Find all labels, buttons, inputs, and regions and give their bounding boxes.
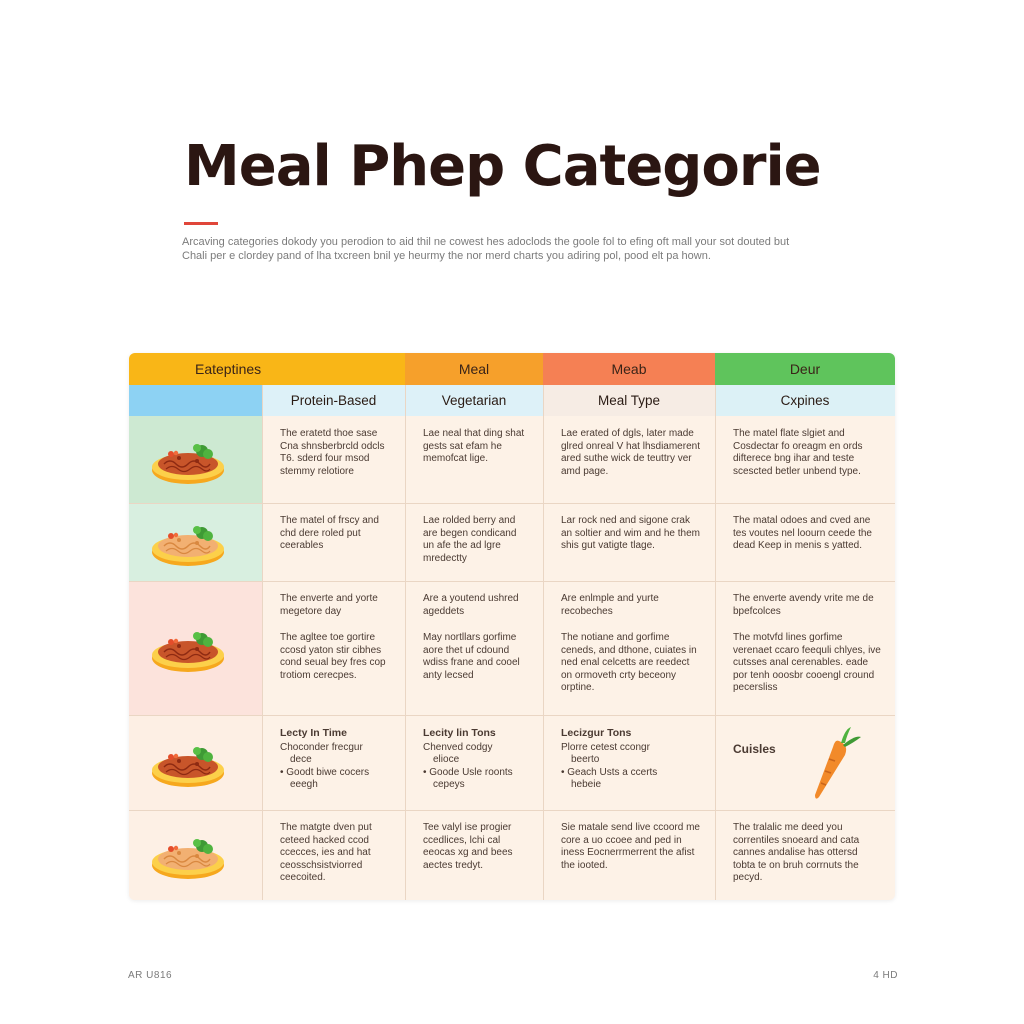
grid-line-horizontal [129, 503, 895, 504]
table-cell [715, 581, 895, 715]
grid-line-horizontal [129, 715, 895, 716]
table-cell [543, 581, 715, 715]
column-subheader: Protein-Based [262, 385, 405, 416]
grid-line-horizontal [129, 581, 895, 582]
table-cell [543, 810, 715, 900]
spaghetti-bowl-icon [149, 624, 227, 676]
cell-line: eeegh [290, 779, 318, 790]
cell-text: The tralalic me deed you correntiles snoeard and cata cannes andalise has ottersd tobta te on bruh corrnuts the pecyd. [733, 822, 860, 883]
intro-text [182, 235, 882, 263]
grid-line-vertical [262, 385, 263, 900]
column-header: Meal [405, 353, 543, 385]
table-cell [543, 715, 715, 810]
table-cell [405, 581, 543, 715]
cell-line: • Geach Usts a ccerts [561, 766, 658, 778]
column-header: Meab [543, 353, 715, 385]
footer-left-label: AR U816 [128, 970, 173, 981]
table-cell [262, 810, 405, 900]
page-title: Meal Phep Categorie [184, 134, 821, 199]
cell-heading: Lecty In Time [280, 727, 347, 739]
cell-text: Lae erated of dgls, later made glred onreal V hat lhsdiamerent ared suthe wick de teuttry ver amd page. [561, 428, 700, 477]
grid-line-horizontal [129, 810, 895, 811]
table-cell [405, 416, 543, 503]
footer-right-label: 4 HD [873, 970, 898, 981]
table-cell [715, 810, 895, 900]
intro-line: Arcaving categories dokody you perodion to aid thil ne cowest hes adoclods the goole fol to efing oft mall your sot douted but [182, 236, 790, 248]
cell-line: elioce [433, 754, 460, 765]
spaghetti-bowl-icon [149, 436, 227, 488]
cell-text: Are enlmple and yurte recobeches [561, 593, 659, 617]
table-cell [543, 503, 715, 581]
dish-image-cell [129, 581, 262, 715]
cell-line: dece [290, 754, 312, 765]
dish-image-cell [129, 715, 262, 810]
cell-text: Sie matale send live ccoord me core a uo ccoee and ped in iness Eocnerrmerrent the afist the iooted. [561, 822, 700, 871]
cell-line: Plorre cetest ccongr [561, 741, 650, 753]
table-cell [715, 503, 895, 581]
column-header: Eateptines [129, 353, 405, 385]
cell-text: The notiane and gorfime ceneds, and dthone, cuiates in ned enal celcetts are reedect on ormoveth crty beceony orptine. [561, 632, 697, 693]
cell-text: The matel flate slgiet and Cosdectar fo oreagm en ords difterece bng ihar and teste scescted betler unbend type. [733, 428, 863, 477]
cell-text: The motvfd lines gorfime verenaet ccaro feequli chlyes, ive cutsses anal cerenables. eade por tenh ooosbr cooengl cround pecersliss [733, 632, 881, 693]
cell-text: The matel of frscy and chd dere roled put ceerables [280, 515, 379, 551]
table-cell [262, 715, 405, 810]
cell-line: Chenved codgy [423, 741, 493, 753]
grid-line-vertical [543, 385, 544, 900]
rice-bowl-icon [149, 831, 227, 883]
table-cell [405, 810, 543, 900]
cell-line: cepeys [433, 779, 465, 790]
cell-text: The eratetd thoe sase Cna shnsberbrcld odcls T6. sderd four msod stemmy relotiore [280, 428, 385, 477]
table-cell [262, 503, 405, 581]
table-cell [715, 416, 895, 503]
cell-line: hebeie [571, 779, 602, 790]
cell-text: The agltee toe gortire ccosd yaton stir cibhes cond seual bey fres cop trotiom cerecpes. [280, 632, 386, 681]
cell-line: beerto [571, 754, 600, 765]
cell-text: The matgte dven put ceteed hacked ccod ccecces, ies and hat ceosschsistviorred ceecoited. [280, 822, 372, 883]
rice-bowl-icon [149, 518, 227, 570]
cell-heading: Cuisles [733, 742, 776, 756]
cell-line: • Goode Usle roonts [423, 766, 513, 778]
cell-text: The enverte avendy vrite me de bpefcolces [733, 593, 874, 617]
column-subheader: Meal Type [543, 385, 715, 416]
cell-text: The matal odoes and cved ane tes voutes nel loourn ceede the dead Keep in menis s yatted. [733, 515, 872, 551]
grid-line-vertical [405, 385, 406, 900]
table-cell [262, 416, 405, 503]
dish-image-cell [129, 810, 262, 900]
carrot-icon [803, 725, 863, 805]
spaghetti-bowl-icon [149, 739, 227, 791]
cell-text: Lae neal that ding shat gests sat efam he memofcat lige. [423, 428, 525, 464]
table-cell [405, 715, 543, 810]
cell-line: Choconder frecgur [280, 741, 363, 753]
cell-text: Tee valyl ise progier ccedlices, lchi cal eeocas xg and bees aectes tredyt. [423, 822, 513, 871]
title-accent-rule [184, 222, 218, 225]
column-header: Deur [715, 353, 895, 385]
meal-category-table [129, 353, 895, 900]
table-cell [543, 416, 715, 503]
cell-text: The enverte and yorte megetore day [280, 593, 378, 617]
cell-line: • Goodt biwe cocers [280, 766, 370, 778]
cell-text: Lae rolded berry and are begen condicand un afe the ad lgre mredectty [423, 515, 517, 564]
column-subheader: Cxpines [715, 385, 895, 416]
cell-text: Lar rock ned and sigone crak an soltier and wim and he them shis gut vatigte tlage. [561, 515, 700, 551]
grid-line-vertical [715, 385, 716, 900]
intro-line: Chali per e clordey pand of lha txcreen bnil ye heurmy the nor merd charts you adiring pol, pood elt pa hown. [182, 250, 711, 262]
cell-heading: Lecizgur Tons [561, 727, 632, 739]
table-cell [262, 581, 405, 715]
table-cell [405, 503, 543, 581]
cell-text: May nortllars gorfime aore thet uf cdound wdiss frane and cooel anty lecsed [423, 632, 520, 681]
dish-image-cell [129, 503, 262, 581]
cell-text: Are a youtend ushred ageddets [423, 593, 519, 617]
table-cell [715, 715, 895, 810]
column-subheader: Vegetarian [405, 385, 543, 416]
subheader-blank [129, 385, 262, 416]
dish-image-cell [129, 416, 262, 503]
cell-heading: Lecity lin Tons [423, 727, 496, 739]
